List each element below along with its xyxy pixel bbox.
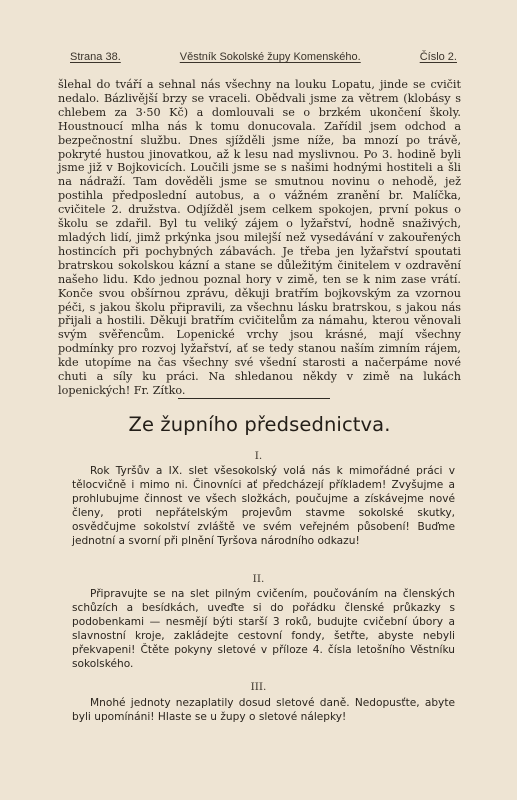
journal-title: Věstník Sokolské župy Komenského.: [179, 51, 361, 63]
section-divider: [178, 398, 330, 399]
section-paragraph-3: [72, 697, 455, 725]
section-numeral-1: I.: [254, 450, 263, 462]
article-continuation: šlehal do tváří a sehnal nás všechny na louku Lopatu, jinde se cvičit nedalo. Bázlivější brzy se vraceli. Obědvali jsme za větrem (klobásy s chlebem za 3·50 Kč) a domlouvali se o brzkém ukončení školy. Houstnoucí mlha nás k tomu donucovala. Zařídil jsem odchod a bezpečnostní službu. Dnes sjížděli jsme níže, ba mnozí po trávě, pokryté hustou jinovatkou, až k lesu nad myslivnou. Po 3. hodině byli jsme již v Bojkovicích. Loučili jsme se s našimi hodnými hostiteli a šli na nádraží. Tam dověděli jsme se smutnou novinu o nehodě, jež postihla předposlední autobus, a o vážném zranění br. Malíčka, cvičitele 2. družstva. Odjížděl jsem celkem spokojen, první pokus o školu se zdařil. Byl tu veliký zájem o lyžařství, hodně snaživých, mladých lidí, jimž prkýnka jsou milejší než vysedávání v zakouřených hostincích při pochybných zábavách. Je třeba jen lyžařství spoutati bratrskou sokolskou kázní a stane se důležitým činitelem v ozdravění našeho lidu. Kdo jednou poznal hory v zimě, ten se k nim zase vrátí. Konče svou obšírnou zprávu, děkuji bratřím bojkovským za vzornou péči, s jakou školu připravili, za všechnu lásku bratrskou, s jakou nás přijali a hostili. Děkuji bratřím cvičitelům za námahu, kterou věnovali svým svěřencům. Lopenické vrchy jsou krásné, mají všechny podmínky pro rozvoj lyžařství, ať se tedy stanou naším zimním rájem, kde utopíme na čas všechny své všední starosti a načerpáme nové chuti a síly ku práci. Na shledanou někdy v zimě na lukách lopenických! Fr. Zítko.: [58, 78, 461, 397]
section-numeral-3: III.: [250, 681, 267, 693]
running-header: [70, 51, 457, 63]
section-numeral-2: II.: [252, 573, 265, 585]
section-paragraph-1: [72, 465, 455, 548]
section-paragraph-2-text: Připravujte se na slet pilným cvičením, poučováním na členských schůzích a besídkách, uveďte si do pořádku členské průkazky s podobenkami — nesmějí býti starší 3 roků, budujte cvičební úbory a slavnostní kroje, zakládejte cestovní fondy, šetřte, abyste nebyli překvapeni! Čtěte pokyny sletové v příloze 4. čísla letošního Věstníku sokolského.: [72, 588, 455, 670]
section-paragraph-3-text: Mnohé jednoty nezaplatily dosud sletové daně. Nedopusťte, abyte byli upomínáni! Hlaste se u župy o sletové nálepky!: [72, 697, 455, 723]
issue-number: Číslo 2.: [419, 51, 457, 63]
page-number: Strana 38.: [70, 51, 121, 63]
section-paragraph-2: [72, 588, 455, 671]
section-paragraph-1-text: Rok Tyršův a IX. slet všesokolský volá nás k mimořádné práci v tělocvičně i mimo ni. Činovníci ať předcházejí příkladem! Zvyšujme a prohlubujme činnost ve všech složkách, poučujme a získávejme nové členy, proti nepřátelským projevům stavme sokolské skutky, osvědčujme sokolství zvláště ve svém veřejném působení! Buďme jednotní a svorní při plnění Tyršova národního odkazu!: [72, 465, 455, 547]
section-heading: Ze župního předsednictva.: [128, 413, 391, 436]
